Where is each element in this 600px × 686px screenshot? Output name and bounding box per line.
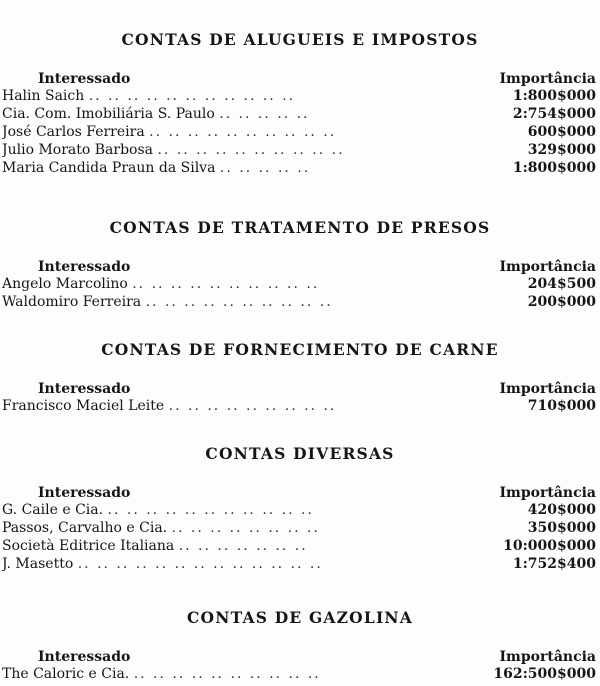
column-header-row [0,381,600,397]
column-header-name: Interessado [38,649,131,665]
table-row [0,275,600,293]
column-header-amount: Importância [499,71,596,87]
section-title: CONTAS DE GAZOLINA [187,608,413,627]
row-amount: 2:754$000 [512,106,596,122]
row-amount: 710$000 [527,398,596,414]
column-header-amount: Importância [499,259,596,275]
column-header-amount: Importância [499,649,596,665]
section-title: CONTAS DE ALUGUEIS E IMPOSTOS [121,30,479,49]
row-name: Società Editrice Italiana .. .. .. .. .. .. .. [2,538,308,554]
table-row [0,293,600,311]
row-amount: 1:800$000 [512,160,596,176]
row-name: Maria Candida Praun da Silva .. .. .. .. .. [2,160,311,176]
table-row [0,519,600,537]
row-name: José Carlos Ferreira .. .. .. .. .. .. .. .. .. .. [2,124,337,140]
row-name: J. Masetto .. .. .. .. .. .. .. .. .. .. .. .. .. [2,556,323,572]
column-header-row [0,485,600,501]
row-name: The Caloric e Cia. .. .. .. .. .. .. .. .. .. .. [2,666,321,682]
row-name: Julio Morato Barbosa .. .. .. .. .. .. .. .. .. .. [2,142,345,158]
row-amount: 204$500 [527,276,596,292]
column-header-row [0,649,600,665]
table-row [0,105,600,123]
table-row [0,537,600,555]
column-header-name: Interessado [38,71,131,87]
row-name: Francisco Maciel Leite .. .. .. .. .. .. .. .. .. [2,398,337,414]
table-row [0,141,600,159]
row-amount: 329$000 [527,142,596,158]
row-name: Passos, Carvalho e Cia. .. .. .. .. .. .. .. .. [2,520,320,536]
table-row [0,555,600,573]
table-row [0,87,600,105]
section-gazolina [0,608,600,683]
column-header-name: Interessado [38,485,131,501]
row-amount: 350$000 [527,520,596,536]
section-alugueis-impostos [0,30,600,177]
section-title: CONTAS DIVERSAS [205,444,395,463]
row-amount: 10:000$000 [503,538,596,554]
table-row [0,501,600,519]
section-title: CONTAS DE TRATAMENTO DE PRESOS [109,218,491,237]
section-tratamento-presos [0,218,600,311]
row-amount: 1:752$400 [512,556,596,572]
column-header-row [0,259,600,275]
table-row [0,159,600,177]
section-title: CONTAS DE FORNECIMENTO DE CARNE [101,340,499,359]
column-header-name: Interessado [38,381,131,397]
row-amount: 1:800$000 [512,88,596,104]
row-name: Angelo Marcolino .. .. .. .. .. .. .. .. .. .. [2,276,320,292]
table-row [0,123,600,141]
section-fornecimento-carne [0,340,600,415]
row-amount: 162:500$000 [493,666,596,682]
row-name: Waldomiro Ferreira .. .. .. .. .. .. .. .. .. .. [2,294,333,310]
column-header-name: Interessado [38,259,131,275]
row-amount: 200$000 [527,294,596,310]
row-name: Cia. Com. Imobiliária S. Paulo .. .. .. .. .. [2,106,310,122]
column-header-amount: Importância [499,485,596,501]
table-row [0,665,600,683]
row-name: G. Caile e Cia. .. .. .. .. .. .. .. .. .. .. .. [2,502,314,518]
row-name: Halin Saich .. .. .. .. .. .. .. .. .. .. .. [2,88,296,104]
row-amount: 600$000 [527,124,596,140]
row-amount: 420$000 [527,502,596,518]
table-row [0,397,600,415]
column-header-row [0,71,600,87]
column-header-amount: Importância [499,381,596,397]
section-contas-diversas [0,444,600,573]
